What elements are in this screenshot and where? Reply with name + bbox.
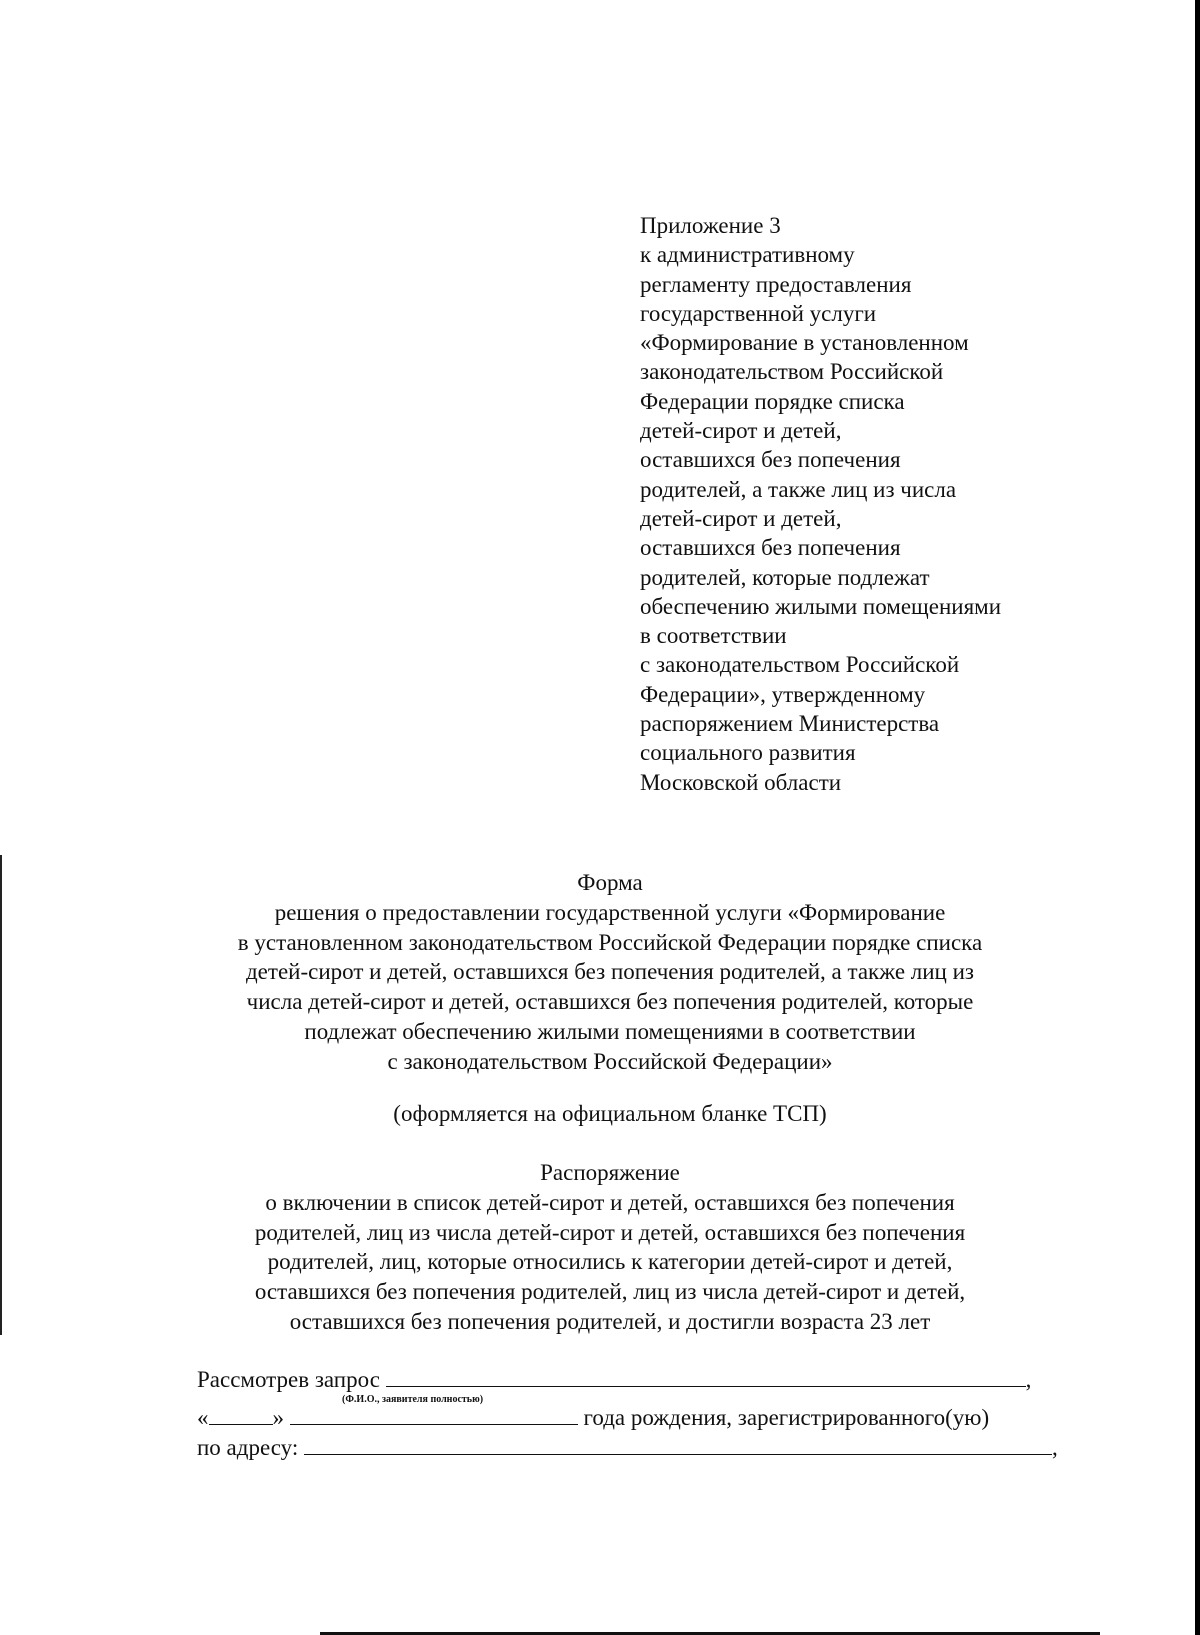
appendix-line: государственной услуги (640, 300, 877, 326)
form-title-line: подлежат обеспечению жилыми помещениями в соответствии (304, 1018, 916, 1044)
comma: , (1052, 1435, 1058, 1460)
appendix-line: «Формирование в установленном (640, 330, 969, 356)
quote-open: « (197, 1405, 209, 1430)
form-title (180, 868, 1040, 1077)
scan-edge-right (1195, 0, 1200, 1635)
applicant-form (197, 1364, 1087, 1458)
order-title-line: родителей, лиц из числа детей-сирот и детей, оставшихся без попечения (254, 1219, 966, 1245)
address-label: по адресу: (197, 1435, 299, 1460)
appendix-header (640, 211, 1120, 797)
form-title-line: Форма (577, 870, 643, 895)
appendix-line: к административному (640, 242, 855, 268)
appendix-line: законодательством Российской (640, 359, 944, 385)
quote-close: » (272, 1405, 284, 1430)
appendix-line: в соответствии (640, 623, 787, 649)
appendix-line: распоряжением Министерства (640, 711, 940, 737)
comma: , (1025, 1367, 1032, 1392)
order-title-line: родителей, лиц, которые относились к категории детей-сирот и детей, (267, 1249, 953, 1275)
appendix-line: социального развития (640, 740, 856, 766)
birth-date-field[interactable] (290, 1402, 578, 1425)
form-title-line: детей-сирот и детей, оставшихся без попечения родителей, а также лиц из (245, 959, 975, 985)
appendix-line: оставшихся без попечения (640, 535, 901, 561)
form-title-line: в установленном законодательством Российской Федерации порядке списка (237, 929, 983, 955)
order-title-line: оставшихся без попечения родителей, лиц из числа детей-сирот и детей, (254, 1279, 966, 1305)
appendix-line: Московской области (640, 769, 842, 795)
order-title-line: о включении в список детей-сирот и детей, оставшихся без попечения (265, 1189, 955, 1215)
appendix-line: Приложение 3 (640, 213, 781, 238)
appendix-line: обеспечению жилыми помещениями (640, 593, 1002, 619)
birth-row (197, 1402, 1087, 1428)
appendix-line: родителей, которые подлежат (640, 564, 930, 590)
blank-note: (оформляется на официальном бланке ТСП) (393, 1101, 827, 1126)
appendix-line: Федерации», утвержденному (640, 681, 926, 707)
order-title (180, 1158, 1040, 1337)
address-field[interactable] (304, 1432, 1052, 1455)
appendix-line: детей-сирот и детей, (640, 418, 842, 444)
order-title-line: Распоряжение (540, 1160, 680, 1185)
appendix-line: оставшихся без попечения (640, 447, 901, 473)
address-row (197, 1432, 1087, 1458)
birth-label: года рождения, зарегистрированного(ую) (583, 1405, 990, 1430)
name-field-hint: (Ф.И.О., заявителя полностью) (342, 1394, 484, 1405)
appendix-line: детей-сирот и детей, (640, 505, 842, 531)
order-title-line: оставшихся без попечения родителей, и достигли возраста 23 лет (289, 1308, 931, 1334)
birth-day-field[interactable] (209, 1402, 273, 1425)
appendix-line: родителей, а также лиц из числа (640, 476, 957, 502)
form-title-line: решения о предоставлении государственной услуги «Формирование (274, 899, 946, 925)
request-row (197, 1364, 1087, 1390)
appendix-line: с законодательством Российской (640, 652, 960, 678)
appendix-line: Федерации порядке списка (640, 388, 905, 414)
form-title-line: с законодательством Российской Федерации» (387, 1048, 833, 1074)
applicant-name-field[interactable] (386, 1364, 1026, 1387)
form-title-line: числа детей-сирот и детей, оставшихся без попечения родителей, которые (246, 989, 974, 1015)
request-label: Рассмотрев запрос (197, 1367, 380, 1392)
appendix-line: регламенту предоставления (640, 271, 912, 297)
scan-edge-left (0, 855, 2, 1335)
